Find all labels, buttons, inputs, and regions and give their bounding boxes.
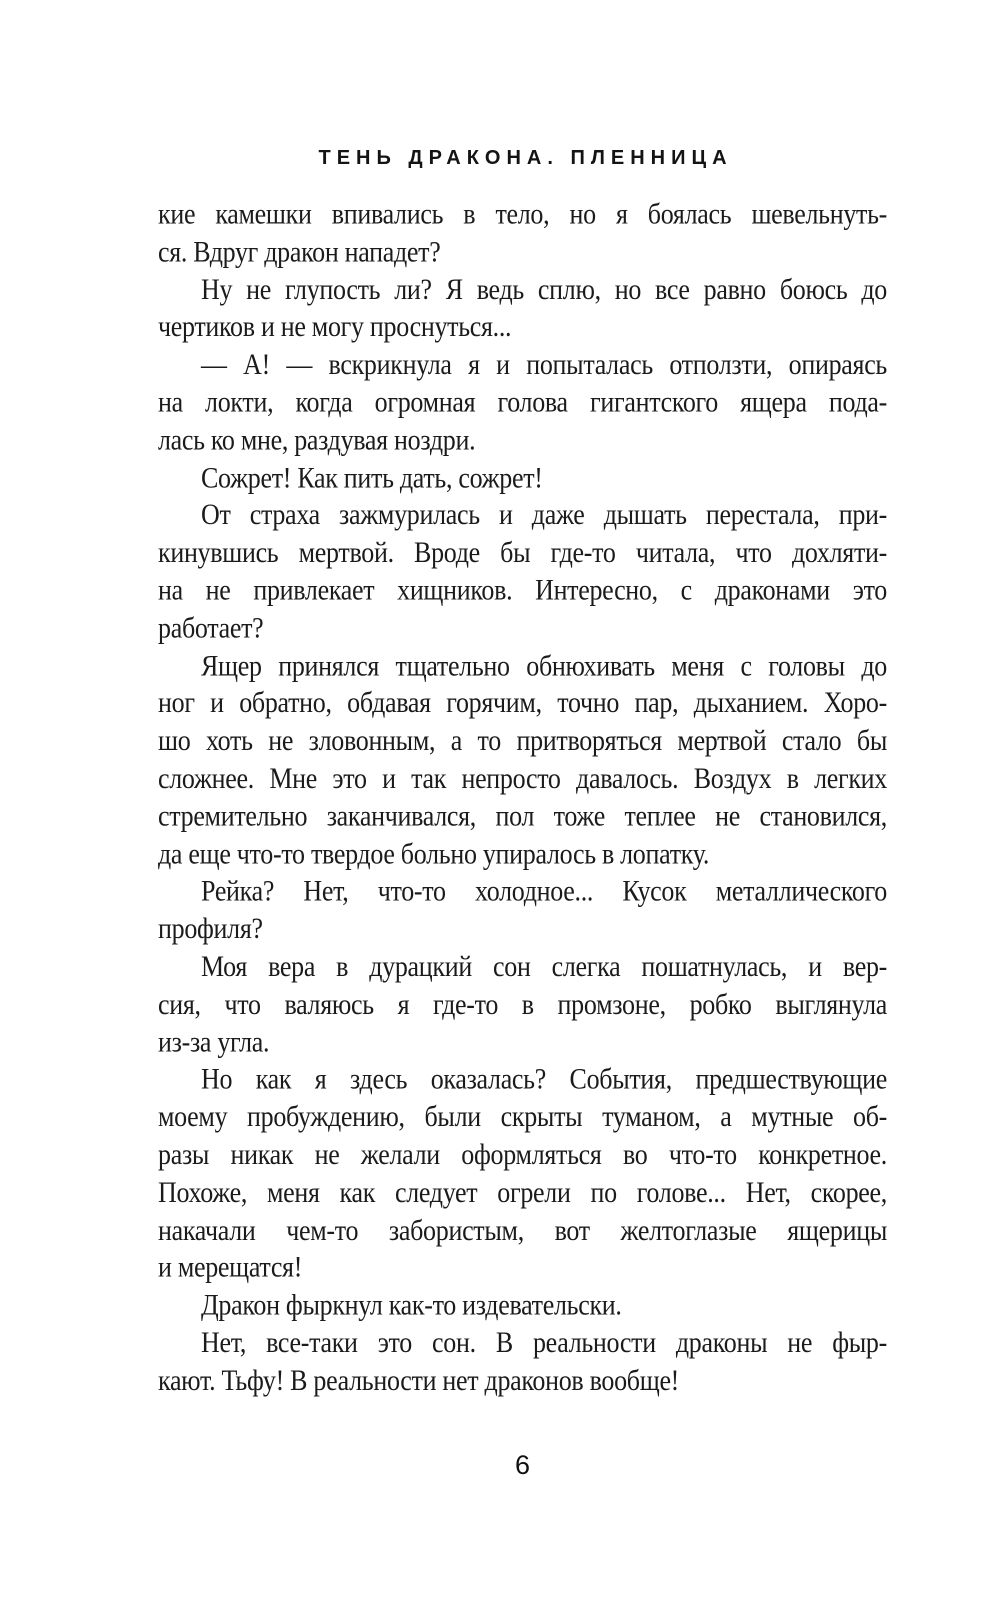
- text-line: профиля?: [158, 911, 263, 946]
- text-line: работает?: [158, 610, 264, 645]
- running-header: ТЕНЬ ДРАКОНА. ПЛЕННИЦА: [318, 147, 733, 169]
- text-line: на не привлекает хищников. Интересно, с драконами это: [158, 573, 887, 607]
- text-line: да еще что-то твердое больно упиралось в лопатку.: [158, 836, 710, 870]
- text-line: ся. Вдруг дракон нападет?: [158, 234, 441, 269]
- text-line: шо хоть не зловонным, а то притворяться мертвой стало бы: [158, 723, 887, 758]
- text-line: разы никак не желали оформляться во что-то конкретное.: [158, 1137, 887, 1171]
- text-line: Ящер принялся тщательно обнюхивать меня с головы до: [201, 648, 887, 682]
- text-line: кают. Тьфу! В реальности нет драконов вообще!: [158, 1363, 680, 1397]
- text-line: ног и обратно, обдавая горячим, точно пар, дыханием. Хоро-: [158, 686, 887, 720]
- text-line: кинувшись мертвой. Вроде бы где-то читала, что дохляти-: [158, 535, 887, 569]
- text-line: Сожрет! Как пить дать, сожрет!: [201, 460, 543, 494]
- text-line: моему пробуждению, были скрыты туманом, а мутные об-: [158, 1099, 887, 1134]
- text-line: стремительно заканчивался, пол тоже теплее не становился,: [158, 799, 887, 833]
- text-line: и мерещатся!: [158, 1250, 303, 1284]
- text-line: чертиков и не могу проснуться...: [158, 310, 512, 344]
- text-line: на локти, когда огромная голова гигантского ящера пода-: [158, 385, 887, 419]
- body-text: [158, 196, 887, 1400]
- page-number: 6: [514, 1450, 531, 1480]
- text-line: накачали чем-то забористым, вот желтоглазые ящерицы: [158, 1212, 887, 1247]
- text-line: сложнее. Мне это и так непросто давалось. Воздух в легких: [158, 761, 887, 795]
- text-line: Но как я здесь оказалась? События, предшествующие: [201, 1062, 887, 1096]
- text-line: Похоже, меня как следует огрели по голове... Нет, скорее,: [158, 1175, 887, 1209]
- text-line: Ну не глупость ли? Я ведь сплю, но все равно боюсь до: [201, 272, 887, 306]
- text-line: из-за угла.: [158, 1024, 270, 1059]
- text-line: лась ко мне, раздувая ноздри.: [158, 422, 476, 457]
- text-line: Нет, все-таки это сон. В реальности драконы не фыр-: [201, 1325, 887, 1359]
- text-line: Моя вера в дурацкий сон слегка пошатнулась, и вер-: [201, 949, 887, 983]
- text-line: сия, что валяюсь я где-то в промзоне, робко выглянула: [158, 987, 887, 1021]
- text-line: От страха зажмурилась и даже дышать перестала, при-: [201, 498, 887, 532]
- text-line: — А! — вскрикнула я и попыталась отползти, опираясь: [201, 347, 887, 381]
- text-line: Дракон фыркнул как-то издевательски.: [201, 1288, 622, 1322]
- text-line: кие камешки впивались в тело, но я боялась шевельнуть-: [158, 197, 887, 231]
- text-line: Рейка? Нет, что-то холодное... Кусок металлического: [201, 874, 887, 908]
